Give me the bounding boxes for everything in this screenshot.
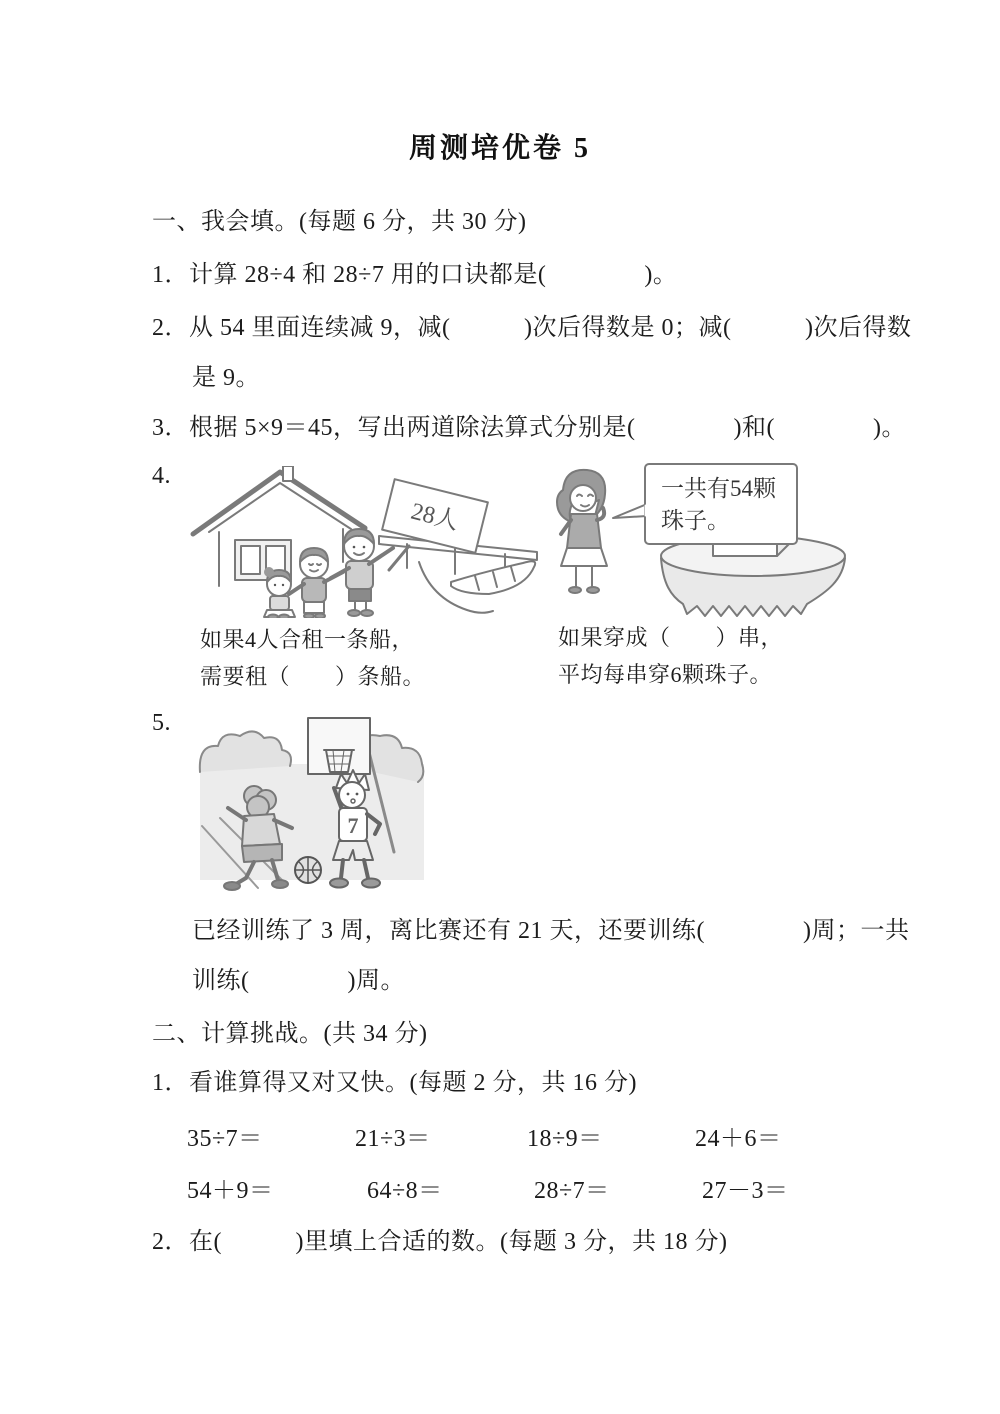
math-expression-1: 35÷7＝ <box>187 1126 263 1152</box>
section-two-q1-heading: 1．看谁算得又对又快。(每题 2 分，共 16 分) <box>152 1070 637 1096</box>
question-4-right-caption-1: 如果穿成（ ）串， <box>558 625 784 650</box>
question-5-line-2: 训练( )周。 <box>192 968 405 994</box>
math-expression-3: 18÷9＝ <box>527 1126 603 1152</box>
basketball-icon <box>295 857 321 883</box>
question-4-left-caption-1: 如果4人合租一条船， <box>200 627 415 652</box>
house-icon <box>193 466 365 586</box>
section-one-heading: 一、我会填。(每题 6 分，共 30 分) <box>152 209 527 235</box>
question-3-text: 3．根据 5×9＝45，写出两道除法算式分别是( )和( )。 <box>152 415 907 441</box>
math-expression-7: 28÷7＝ <box>534 1178 610 1204</box>
girl-drawing <box>557 470 607 593</box>
section-two-q2-heading: 2．在( )里填上合适的数。(每题 3 分，共 18 分) <box>152 1229 728 1255</box>
math-expression-2: 21÷3＝ <box>355 1126 431 1152</box>
page-title: 周测培优卷 5 <box>408 133 591 164</box>
question-4-left-caption-2: 需要租（ ）条船。 <box>200 664 426 689</box>
question-5-line-1: 已经训练了 3 周，离比赛还有 21 天，还要训练( )周；一共 <box>192 918 910 944</box>
section-two-heading: 二、计算挑战。(共 34 分) <box>152 1021 428 1047</box>
beads-illustration <box>543 460 871 622</box>
question-4-number: 4. <box>152 463 171 489</box>
question-1-text: 1．计算 28÷4 和 28÷7 用的口诀都是( )。 <box>152 262 678 288</box>
math-expression-5: 54＋9＝ <box>187 1178 274 1204</box>
basketball-illustration <box>196 708 428 908</box>
boat-icon <box>451 561 535 594</box>
question-4-right-caption-2: 平均每串穿6颗珠子。 <box>558 662 773 687</box>
sign-28-label: 28人 <box>408 498 462 536</box>
question-5-number: 5. <box>152 710 171 736</box>
bubble-text-line1: 一共有54颗 <box>661 476 776 501</box>
bubble-text-line2: 珠子。 <box>661 508 730 533</box>
question-2-line-1: 2．从 54 里面连续减 9，减( )次后得数是 0；减( )次后得数 <box>152 315 912 341</box>
math-expression-4: 24＋6＝ <box>695 1126 782 1152</box>
jersey-number: 7 <box>347 813 359 838</box>
question-2-line-2: 是 9。 <box>192 365 260 391</box>
math-expression-6: 64÷8＝ <box>367 1178 443 1204</box>
boat-rental-illustration <box>183 466 545 618</box>
math-expression-8: 27－3＝ <box>702 1178 789 1204</box>
